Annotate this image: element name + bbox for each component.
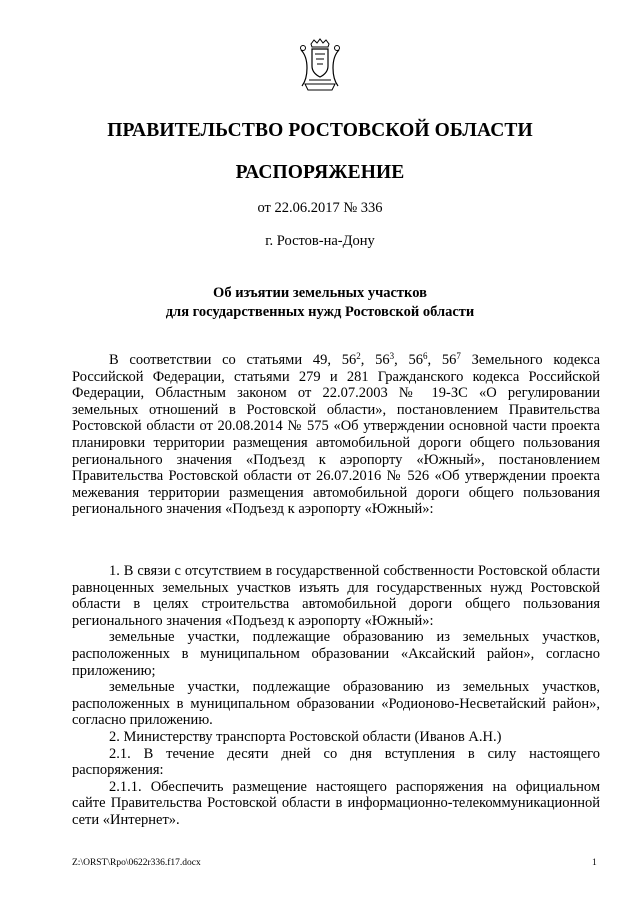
preamble-paragraph (72, 352, 600, 518)
order-item: 2.1. В течение десяти дней со дня вступления в силу настоящего распоряжения: (72, 745, 600, 779)
file-path: Z:\ORST\Rpo\0622r336.f17.docx (72, 858, 201, 868)
document-subject (0, 284, 640, 322)
preamble-text-1: В соответствии со статьями 49, 56 (109, 352, 357, 368)
document-date-number: от 22.06.2017 № 336 (257, 200, 383, 216)
subject-line-1: Об изъятии земельных участков (213, 285, 427, 301)
article-superscript: 6 (422, 351, 428, 361)
preamble-text-2: , 56 (360, 352, 390, 368)
order-item: 1. В связи с отсутствием в государственной собственности Ростовской области равноценных земельных участков изъять для государственных нужд Ростовской области в целях строительства автомобильной дороги общего пользования регионального значения «Подъезд к аэропорту «Южный»: (72, 563, 600, 629)
document-type: РАСПОРЯЖЕНИЕ (235, 162, 405, 183)
order-item: 2.1.1. Обеспечить размещение настоящего распоряжения на официальном сайте Правительства Ростовской области в информационно-телекоммуникационной сети «Интернет». (72, 778, 600, 828)
preamble (72, 352, 600, 518)
article-superscript: 3 (389, 351, 395, 361)
order-items (72, 563, 600, 829)
article-superscript: 7 (456, 351, 461, 361)
preamble-text-4: , 56 (427, 352, 457, 368)
order-item: 2. Министерству транспорта Ростовской области (Иванов А.Н.) (109, 728, 502, 745)
article-superscript: 2 (356, 351, 361, 361)
order-item: земельные участки, подлежащие образованию из земельных участков, расположенных в муниципальном образовании «Аксайский район», согласно приложению; (72, 629, 600, 679)
coat-of-arms-icon (297, 38, 343, 94)
government-title: ПРАВИТЕЛЬСТВО РОСТОВСКОЙ ОБЛАСТИ (107, 120, 533, 141)
document-city: г. Ростов-на-Дону (265, 233, 375, 249)
subject-line-2: для государственных нужд Ростовской области (165, 304, 475, 320)
preamble-text-5: Земельного кодекса Российской Федерации, статьями 279 и 281 Гражданского кодекса Российской Федерации, Областным законом от 22.07.2003 № 19-ЗС «О регулировании земельных отношений в Ростовской области», постановлением Правительства Ростовской области от 20.08.2014 № 575 «Об утверждении основной части проекта планировки территории размещения автомобильной дороги общего пользования регионального значения «Подъезд к аэропорту «Южный», постановлением Правительства Ростовской области от 26.07.2016 № 526 «Об утверждении проекта межевания территории размещения автомобильной дороги общего пользования регионального значения «Подъезд к аэропорту «Южный»: (72, 352, 601, 518)
page-number: 1 (592, 858, 597, 868)
preamble-text-3: , 56 (394, 352, 423, 368)
order-item: земельные участки, подлежащие образованию из земельных участков, расположенных в муниципальном образовании «Родионово-Несветайский район», согласно приложению. (72, 679, 600, 729)
